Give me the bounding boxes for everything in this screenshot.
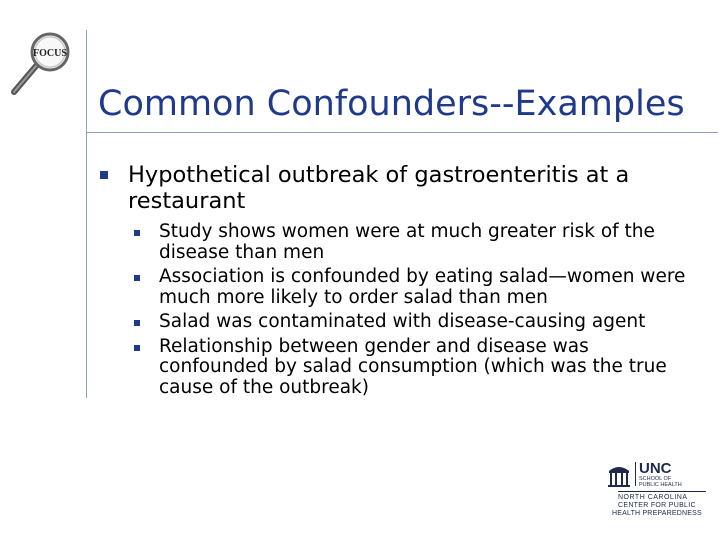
bullet-square-icon — [134, 345, 140, 351]
logo-text: FOCUS — [33, 48, 67, 59]
logo-divider — [635, 462, 636, 486]
bullet-square-icon — [134, 275, 140, 281]
horizontal-rule — [86, 132, 718, 133]
bullet-square-icon — [134, 320, 140, 326]
sub-bullet-text: Relationship between gender and disease was confounded by salad consumption (which was the true cause of the outbreak) — [159, 335, 667, 398]
nc-center-line3: HEALTH PREPAREDNESS — [612, 510, 702, 517]
old-well-icon — [606, 462, 632, 488]
sub-bullet-text: Study shows women were at much greater risk of the disease than men — [159, 221, 655, 263]
bullet-square-icon — [134, 230, 140, 236]
unc-school-line2: PUBLIC HEALTH — [639, 482, 682, 488]
sub-bullet-list — [134, 222, 700, 398]
sub-bullet — [134, 222, 700, 263]
slide-title: Common Confounders--Examples — [98, 84, 685, 124]
logo-rule — [618, 491, 706, 492]
vertical-rule — [86, 30, 87, 398]
main-bullet-text: Hypothetical outbreak of gastroenteritis at a restaurant — [128, 162, 630, 214]
unc-logo — [604, 460, 708, 518]
nc-center-line2: CENTER FOR PUBLIC — [618, 502, 696, 509]
bullet-square-icon — [100, 171, 108, 179]
unc-school-line1: SCHOOL OF — [639, 476, 672, 482]
magnifying-glass-icon — [6, 30, 82, 102]
main-bullet — [100, 162, 700, 214]
slide-content — [100, 162, 700, 402]
unc-name: UNC — [639, 460, 672, 477]
sub-bullet-text: Salad was contaminated with disease-causing agent — [159, 311, 646, 332]
sub-bullet — [134, 312, 700, 333]
sub-bullet — [134, 267, 700, 308]
focus-logo — [6, 30, 82, 102]
sub-bullet-text: Association is confounded by eating salad—women were much more likely to order salad than men — [159, 266, 686, 308]
sub-bullet — [134, 337, 700, 399]
nc-center-line1: NORTH CAROLINA — [618, 494, 688, 501]
